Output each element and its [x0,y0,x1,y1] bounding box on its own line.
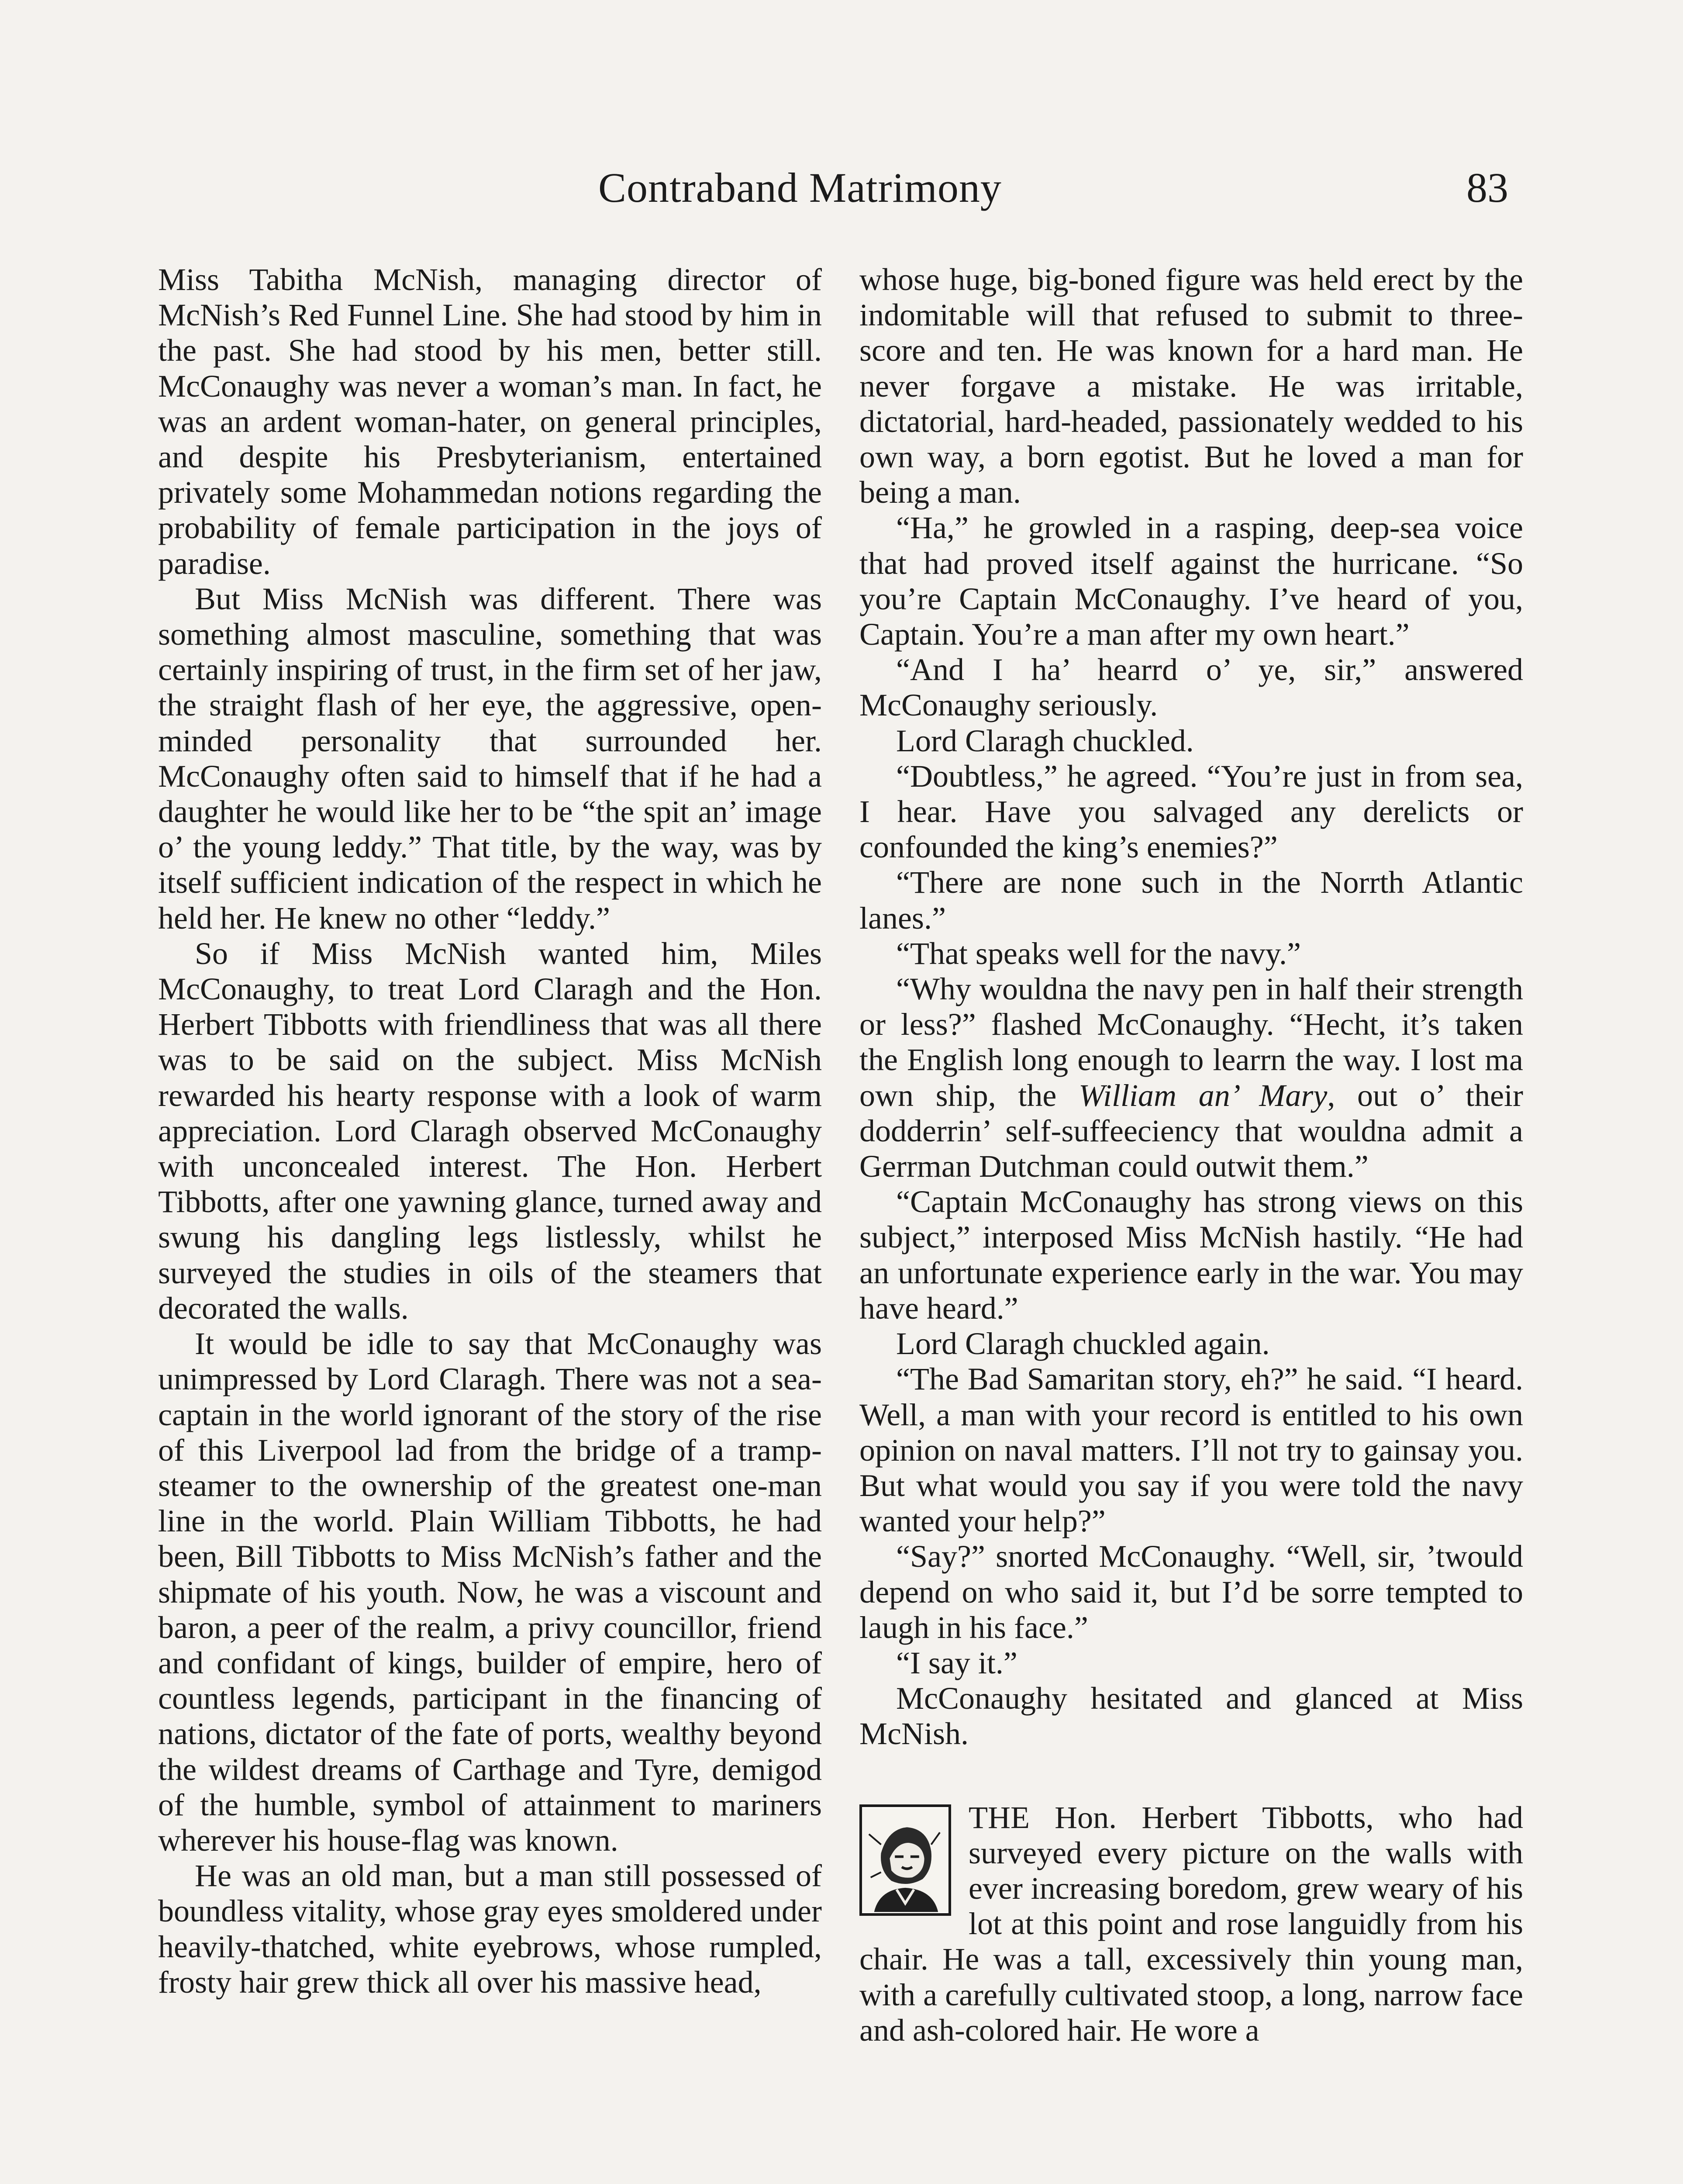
paragraph: “That speaks well for the navy.” [896,936,1301,971]
paragraph: whose huge, big-boned figure was held erect by the indomitable will that refused to submit to three-score and ten. He was known for a hard man. He never forgave a mistake. He was irritable, dictatorial, hard-headed, passionately wedded to his own way, a born egotist. But he loved a man for being a man. [859,262,1523,510]
paragraph: “There are none such in the Norrth Atlantic lanes.” [859,865,1523,936]
paragraph: “I say it.” [896,1645,1017,1680]
paragraph: Lord Claragh chuckled. [896,723,1194,758]
right-column [859,262,1523,2048]
paragraph: “Doubtless,” he agreed. “You’re just in from sea, I hear. Have you salvaged any derelicts or confounded the king’s enemies?” [859,758,1523,865]
text-run: , out o’ their dodderrin’ self-suffeeciency that wouldna admit a Gerrman Dutchman could outwit them.” [859,1078,1524,1184]
paragraph: It would be idle to say that McConaughy was unimpressed by Lord Claragh. There was not a sea-captain in the world ignorant of the story of the rise of this Liverpool lad from the bridge of a tramp-steamer to the ownership of the greatest one-man line in the world. Plain William Tibbotts, he had been, Bill Tibbotts to Miss McNish’s father and the shipmate of his youth. Now, he was a viscount and baron, a peer of the realm, a privy councillor, friend and confidant of kings, builder of empire, hero of countless legends, participant in the financing of nations, dictator of the fate of ports, wealthy beyond the wildest dreams of Carthage and Tyre, demigod of the humble, symbol of attainment to mariners wherever his house-flag was known. [158,1326,822,1858]
paragraph: But Miss McNish was different. There was something almost masculine, something that was certainly inspiring of trust, in the firm set of her jaw, the straight flash of her eye, the aggressive, open-minded personality that surrounded her. McConaughy often said to himself that if he had a daughter he would like her to be “the spit an’ image o’ the young leddy.” That title, by the way, was by itself sufficient indication of the respect in which he held her. He knew no other “leddy.” [158,581,822,936]
paragraph: “And I ha’ hearrd o’ ye, sir,” answered McConaughy seriously. [859,652,1523,723]
section-start-paragraph [859,1800,1523,2048]
paragraph: “Ha,” he growled in a rasping, deep-sea voice that had proved itself against the hurricane. “So you’re Captain McConaughy. I’ve heard of you, Captain. You’re a man after my own heart.” [859,510,1523,652]
paragraph: “The Bad Samaritan story, eh?” he said. “I heard. Well, a man with your record is entitled to his own opinion on naval matters. I’ll not try to gainsay you. But what would you say if you were told the navy wanted your help?” [859,1362,1523,1539]
paragraph: So if Miss McNish wanted him, Miles McConaughy, to treat Lord Claragh and the Hon. Herbert Tibbotts with friendliness that was all there was to be said on the subject. Miss McNish rewarded his hearty response with a look of warm appreciation. Lord Claragh observed McConaughy with unconcealed interest. The Hon. Herbert Tibbotts, after one yawning glance, turned away and swung his dangling legs listlessly, whilst he surveyed the studies in oils of the steamers that decorated the walls. [158,936,822,1326]
page-number: 83 [1466,164,1508,211]
text-run: THE Hon. Herbert Tibbotts, who had surveyed every picture on the walls with ever increasing boredom, grew weary of his lot at this point and rose languidly from his chair. He was a tall, excessively thin young man, with a carefully cultivated stoop, a long, narrow face and ash-colored hair. He wore a [859,1800,1523,2048]
left-column [158,262,822,2000]
paragraph: McConaughy hesitated and glanced at Miss McNish. [859,1681,1523,1752]
paragraph: He was an old man, but a man still possessed of boundless vitality, whose gray eyes smoldered under heavily-thatched, white eyebrows, whose rumpled, frosty hair grew thick all over his massive head, [158,1858,822,2000]
paragraph: Lord Claragh chuckled again. [896,1326,1270,1362]
paragraph: Miss Tabitha McNish, managing director of McNish’s Red Funnel Line. She had stood by him in the past. She had stood by his men, better still. McConaughy was never a woman’s man. In fact, he was an ardent woman-hater, on general principles, and despite his Presbyterianism, entertained privately some Mohammedan notions regarding the probability of female participation in the joys of paradise. [158,262,822,581]
running-title: Contraband Matrimony [598,164,1002,211]
text-run: “Why wouldna the navy pen in half their strength or less?” flashed McConaughy. “Hecht, it’s taken the English long enough to learrn the way. I lost ma own ship, the [859,971,1523,1113]
paragraph [859,971,1523,1184]
paragraph: “Captain McConaughy has strong views on this subject,” interposed Miss McNish hastily. “He had an unfortunate experience early in the war. You may have heard.” [859,1184,1523,1326]
ship-name: William an’ Mary [1079,1078,1328,1113]
portrait-vignette-icon [862,1807,948,1913]
vignette-illustration [859,1804,951,1916]
paragraph: “Say?” snorted McConaughy. “Well, sir, ’twould depend on who said it, but I’d be sorre tempted to laugh in his face.” [859,1539,1523,1645]
